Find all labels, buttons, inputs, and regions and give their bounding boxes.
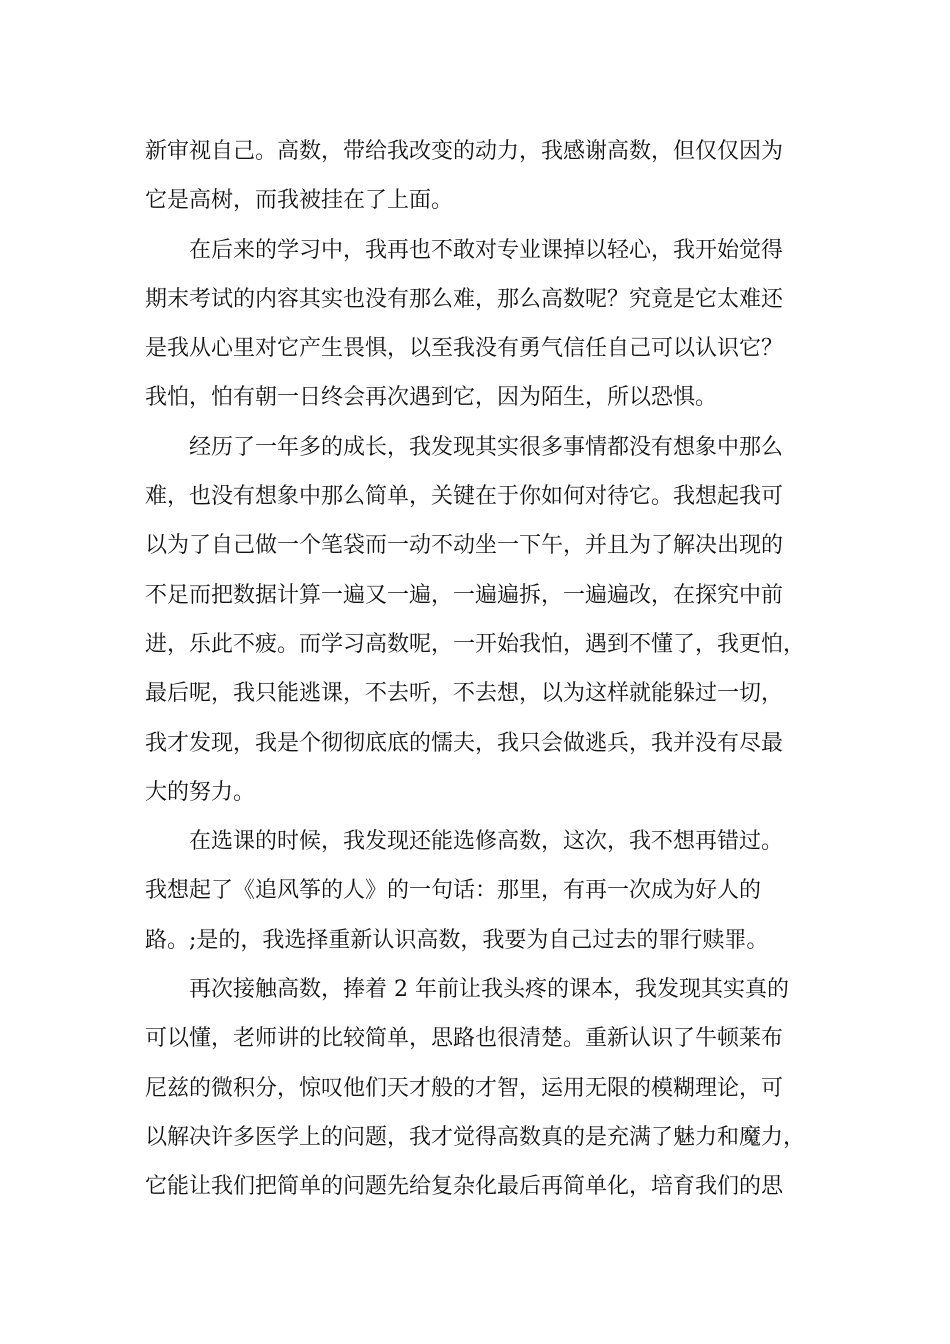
document-body [145, 127, 825, 1212]
text-line: 是我从心里对它产生畏惧，以至我没有勇气信任自己可以认识它？ [145, 336, 784, 362]
text-line: 进，乐此不疲。而学习高数呢，一开始我怕，遇到不懂了，我更怕， [145, 631, 806, 657]
text-line: 它是高树，而我被挂在了上面。 [145, 188, 454, 214]
text-line: 新审视自己。高数，带给我改变的动力，我感谢高数，但仅仅因为 [145, 139, 784, 164]
text-line: 我想起了《追风筝的人》的一句话：那里，有再一次成为好人的 [145, 878, 762, 904]
text-line: 难，也没有想象中那么简单，关键在于你如何对待它。我想起我可 [145, 484, 784, 510]
text-line: 经历了一年多的成长，我发现其实很多事情都没有想象中那么 [189, 434, 784, 460]
text-line: 我才发现，我是个彻彻底底的懦夫，我只会做逃兵，我并没有尽最 [145, 730, 784, 756]
text-line: 它能让我们把简单的问题先给复杂化最后再简单化，培育我们的思 [145, 1174, 784, 1200]
text-line: 以为了自己做一个笔袋而一动不动坐一下午，并且为了解决出现的 [145, 533, 784, 559]
text-line: 大的努力。 [145, 779, 256, 805]
text-line: 不足而把数据计算一遍又一遍，一遍遍拆，一遍遍改，在探究中前 [145, 582, 784, 608]
text-line: 最后呢，我只能逃课，不去听，不去想，以为这样就能躲过一切， [145, 681, 784, 707]
text-line: 路。;是的，我选择重新认识高数，我要为自己过去的罪行赎罪。 [145, 927, 769, 953]
text-line: 可以懂，老师讲的比较简单，思路也很清楚。重新认识了牛顿莱布 [145, 1026, 784, 1052]
text-line: 以解决许多医学上的问题，我才觉得高数真的是充满了魅力和魔力， [145, 1124, 806, 1150]
text-line: 在后来的学习中，我再也不敢对专业课掉以轻心，我开始觉得 [189, 237, 784, 263]
text-line: 再次接触高数，捧着 2 年前让我头疼的课本，我发现其实真的 [189, 977, 789, 1003]
text-line: 尼兹的微积分，惊叹他们天才般的才智，运用无限的模糊理论，可 [145, 1075, 784, 1101]
text-line: 期末考试的内容其实也没有那么难，那么高数呢？究竟是它太难还 [145, 286, 784, 312]
text-line: 我怕，怕有朝一日终会再次遇到它，因为陌生，所以恐惧。 [145, 385, 718, 411]
text-line: 在选课的时候，我发现还能选修高数，这次，我不想再错过。 [189, 829, 784, 855]
